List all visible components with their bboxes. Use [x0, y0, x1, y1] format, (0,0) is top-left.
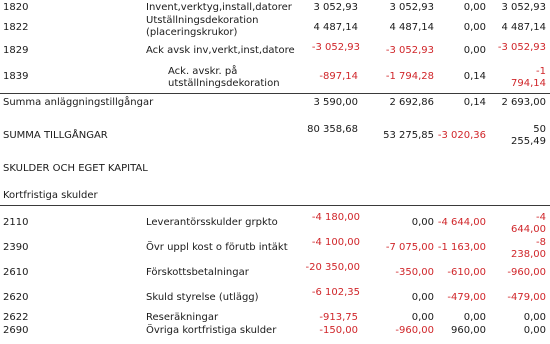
value-col2: 2 692,86 [389, 97, 434, 108]
value-col4: -8 238,00 [511, 237, 546, 260]
value-col1: -897,14 [319, 71, 358, 82]
account-description: Ack. avskr. på utställningsdekoration [168, 66, 280, 89]
value-col3: 0,00 [463, 22, 486, 33]
value-col3: 960,00 [451, 325, 486, 336]
value-col1: -6 102,35 [311, 287, 360, 298]
value-col4: -1 794,14 [511, 66, 546, 89]
account-number: 2690 [3, 325, 29, 336]
value-col3: 0,00 [463, 2, 486, 13]
value-col1: 4 487,14 [313, 22, 358, 33]
value-col4: -960,00 [507, 267, 546, 278]
divider [0, 205, 550, 206]
heading-kortfristiga: Kortfristiga skulder [3, 190, 98, 201]
value-col1: 80 358,68 [307, 124, 358, 135]
value-col2: 0,00 [411, 292, 434, 303]
account-number: 1829 [3, 45, 29, 56]
value-col1: -20 350,00 [305, 262, 360, 273]
account-description: Övr uppl kost o förutb intäkt [146, 242, 288, 253]
value-col3: 0,00 [463, 312, 486, 323]
value-col3: 0,14 [463, 97, 486, 108]
value-col4: 0,00 [523, 312, 546, 323]
account-number: 2390 [3, 242, 29, 253]
divider [0, 93, 550, 94]
value-col3: -610,00 [447, 267, 486, 278]
account-description: Invent,verktyg,install,datorer [146, 2, 292, 13]
value-col4: 0,00 [523, 325, 546, 336]
value-col1: 3 590,00 [313, 97, 358, 108]
value-col3: -4 644,00 [437, 217, 486, 228]
value-col3: -479,00 [447, 292, 486, 303]
account-number: 1839 [3, 71, 29, 82]
account-description: Övriga kortfristiga skulder [146, 325, 277, 336]
account-number: 2620 [3, 292, 29, 303]
account-number: 1820 [3, 2, 29, 13]
value-col4: -3 052,93 [497, 42, 546, 53]
value-col4: -479,00 [507, 292, 546, 303]
value-col3: 0,00 [463, 45, 486, 56]
account-number: 2622 [3, 312, 29, 323]
value-col1: -4 100,00 [311, 237, 360, 248]
value-col4: -4 644,00 [511, 212, 546, 235]
value-col2: 0,00 [411, 312, 434, 323]
value-col2: 53 275,85 [383, 130, 434, 141]
account-description: Reseräkningar [146, 312, 219, 323]
value-col2: 3 052,93 [389, 2, 434, 13]
account-description: Ack avsk inv,verkt,inst,datore [146, 45, 295, 56]
value-col1: -913,75 [319, 312, 358, 323]
value-col1: -3 052,93 [311, 42, 360, 53]
value-col2: -350,00 [395, 267, 434, 278]
value-col4: 2 693,00 [501, 97, 546, 108]
subtotal-label: Summa anläggningstillgångar [3, 97, 154, 108]
value-col3: -1 163,00 [437, 242, 486, 253]
account-description: Leverantörsskulder grpkto [146, 217, 278, 228]
value-col2: -960,00 [395, 325, 434, 336]
account-number: 2110 [3, 217, 29, 228]
value-col4: 3 052,93 [501, 2, 546, 13]
value-col4: 50 255,49 [511, 124, 546, 147]
account-description: Utställningsdekoration (placeringskrukor) [146, 15, 259, 38]
account-description: Skuld styrelse (utlägg) [146, 292, 259, 303]
value-col4: 4 487,14 [501, 22, 546, 33]
value-col2: 0,00 [411, 217, 434, 228]
value-col1: -4 180,00 [311, 212, 360, 223]
total-label: SUMMA TILLGÅNGAR [3, 130, 108, 141]
heading-skulder: SKULDER OCH EGET KAPITAL [3, 163, 148, 174]
value-col2: -1 794,28 [385, 71, 434, 82]
account-number: 1822 [3, 22, 29, 33]
value-col1: 3 052,93 [313, 2, 358, 13]
value-col2: -7 075,00 [385, 242, 434, 253]
account-number: 2610 [3, 267, 29, 278]
value-col3: -3 020,36 [437, 130, 486, 141]
value-col1: -150,00 [319, 325, 358, 336]
value-col2: 4 487,14 [389, 22, 434, 33]
value-col2: -3 052,93 [385, 45, 434, 56]
account-description: Förskottsbetalningar [146, 267, 249, 278]
value-col3: 0,14 [463, 71, 486, 82]
